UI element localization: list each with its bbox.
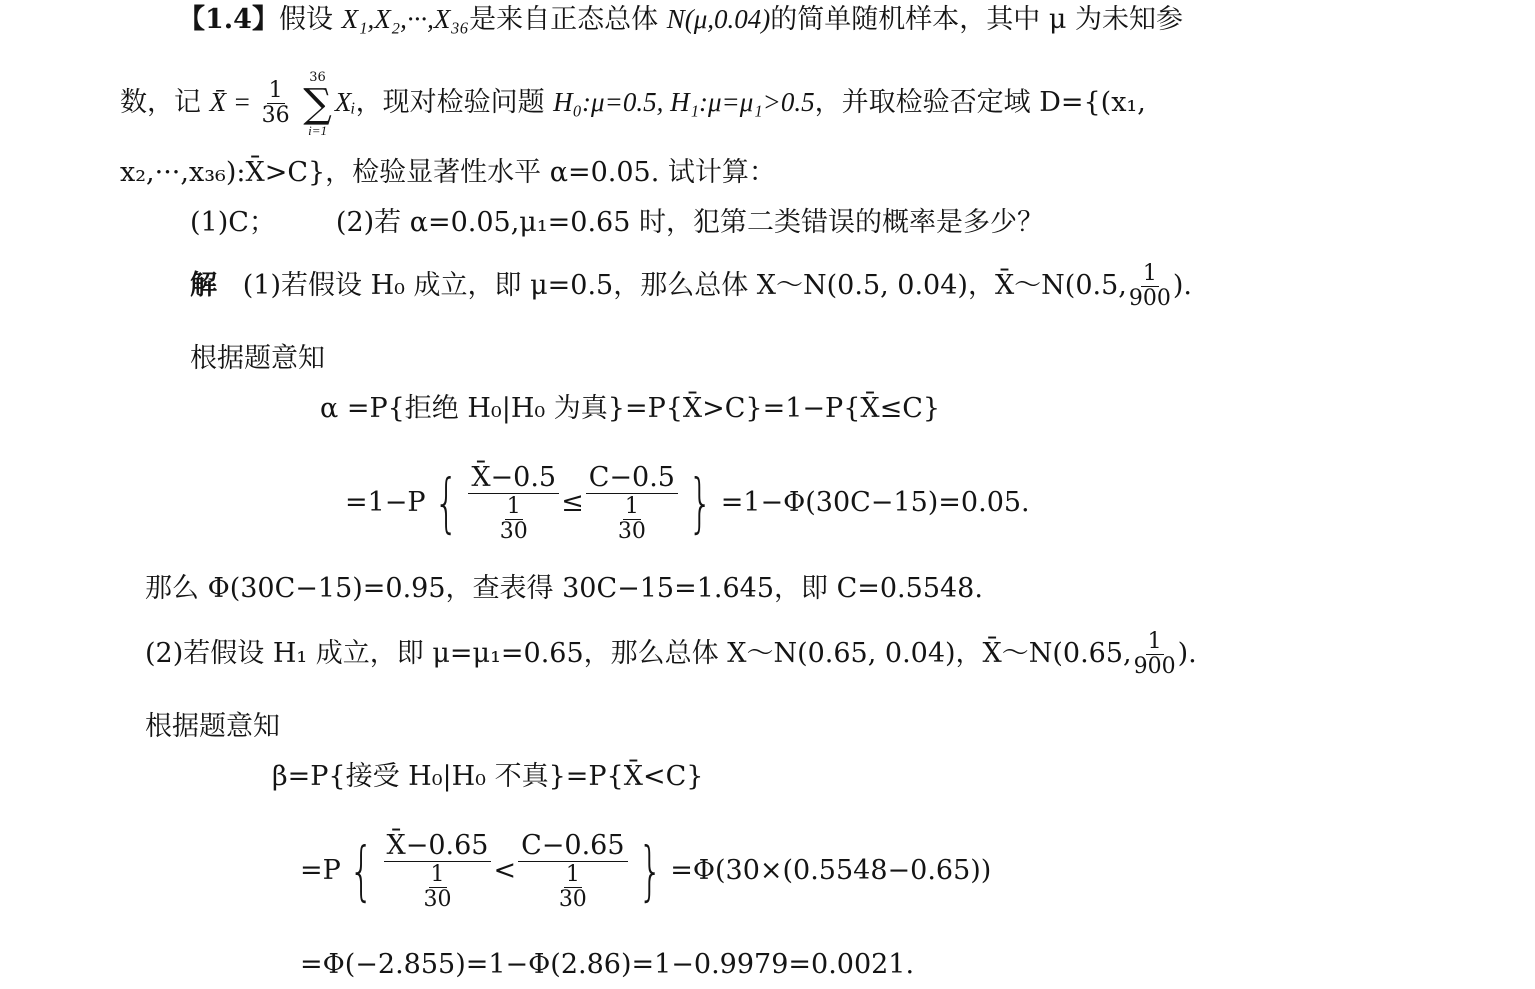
eq2-fraction-right	[586, 464, 678, 543]
problem-line2-start: 数，记	[120, 87, 210, 118]
summation-term: Xᵢ	[334, 87, 356, 117]
eq4-fraction-right	[518, 832, 627, 911]
one-thirtieth-fraction	[422, 864, 454, 911]
one-thirtieth-denominator: 30	[499, 519, 528, 544]
equation-alpha: α =P{拒绝 H₀|H₀ 为真}=P{X̄>C}=1−P{X̄≤C}	[320, 393, 941, 424]
solution-label: 解	[190, 270, 217, 301]
one-thirtieth-numerator: 1	[624, 494, 639, 519]
sample-variables: X₁,X₂,···,X₃₆	[341, 4, 470, 34]
eq4-prefix: =P	[300, 855, 341, 886]
s1-fraction-numerator: 1	[1142, 261, 1157, 286]
question-line	[190, 206, 1044, 240]
solution-line-2	[145, 624, 1197, 684]
one-thirtieth-fraction	[557, 864, 589, 911]
xbar-fraction	[260, 80, 292, 127]
s2-variance-fraction	[1132, 631, 1178, 678]
one-thirtieth-denominator: 30	[558, 887, 587, 912]
problem-line2-mid: ，现对检验问题	[355, 87, 554, 118]
problem-line1-end: 的简单随机样本，其中 μ 为未知参	[770, 4, 1183, 35]
eq4-numerator-left: X̄−0.65	[384, 832, 492, 862]
by-meaning-1: 根据题意知	[190, 343, 325, 374]
one-thirtieth-numerator: 1	[565, 862, 580, 887]
summation-lower: i=1	[308, 122, 327, 138]
eq2-prefix: =1−P	[345, 487, 426, 518]
eq2-denominator-right	[613, 494, 651, 543]
equation-beta: β=P{接受 H₀|H₀ 不真}=P{X̄<C}	[272, 761, 704, 792]
eq2-fraction-left	[468, 464, 559, 543]
by-meaning-2: 根据题意知	[145, 711, 280, 742]
eq2-suffix: =1−Φ(30C−15)=0.05.	[720, 487, 1030, 518]
xbar-definition-lhs: X̄ =	[209, 87, 252, 117]
eq2-numerator-right: C−0.5	[586, 464, 678, 494]
problem-mid: 是来自正态总体	[469, 4, 667, 35]
problem-line-2	[120, 62, 1146, 142]
one-thirtieth-fraction	[616, 496, 648, 543]
right-brace: }	[688, 466, 713, 541]
question-2: (2)若 α=0.05,μ₁=0.65 时，犯第二类错误的概率是多少？	[335, 207, 1044, 238]
xbar-fraction-numerator: 1	[268, 78, 283, 103]
solution-line-1	[190, 256, 1192, 316]
problem-line-3: x₂,···,x₃₆):X̄>C}，检验显著性水平 α=0.05. 试计算：	[120, 157, 776, 188]
summation	[303, 71, 332, 137]
summation-upper: 36	[309, 69, 326, 85]
summation-symbol: ∑	[303, 80, 332, 127]
s1-close: ).	[1172, 270, 1192, 301]
hypotheses: H₀:μ=0.5, H₁:μ=μ₁>0.5	[553, 87, 815, 117]
problem-number: 【1.4】	[178, 4, 279, 35]
eq4-numerator-right: C−0.65	[518, 832, 627, 862]
s1-fraction-denominator: 900	[1128, 286, 1171, 311]
then-line-1: 那么 Φ(30C−15)=0.95，查表得 30C−15=1.645，即 C=0.5548.	[145, 573, 983, 604]
eq2-denominator-left	[495, 494, 533, 543]
eq4-suffix: =Φ(30×(0.5548−0.65))	[670, 855, 992, 886]
s1-variance-fraction	[1127, 263, 1173, 310]
eq4-fraction-left	[384, 832, 492, 911]
eq2-relation: ≤	[561, 487, 584, 518]
left-brace: {	[348, 834, 374, 909]
one-thirtieth-denominator: 30	[423, 887, 452, 912]
problem-intro: 假设	[278, 4, 342, 35]
s2-fraction-denominator: 900	[1133, 654, 1176, 679]
s2-close: ).	[1177, 638, 1197, 669]
eq4-denominator-left	[419, 862, 457, 911]
one-thirtieth-denominator: 30	[617, 519, 646, 544]
problem-line2-end: ，并取检验否定域 D={(x₁,	[814, 87, 1146, 118]
xbar-fraction-denominator: 36	[261, 103, 290, 128]
right-brace: }	[637, 834, 663, 909]
eq2-numerator-left: X̄−0.5	[468, 464, 559, 494]
eq4-denominator-right	[554, 862, 592, 911]
equation-alpha-standardized	[345, 448, 1030, 558]
problem-line-1	[178, 2, 1183, 37]
one-thirtieth-fraction	[498, 496, 530, 543]
left-brace: {	[433, 466, 459, 541]
equation-beta-standardized	[300, 816, 991, 926]
solution-part2-text: (2)若假设 H₁ 成立，即 μ=μ₁=0.65，那么总体 X～N(0.65, 0.04)，X̄～N(0.65,	[145, 638, 1132, 669]
solution-part1-text: (1)若假设 H₀ 成立，即 μ=0.5，那么总体 X～N(0.5, 0.04)，X̄～N(0.5,	[242, 270, 1127, 301]
equation-beta-result: =Φ(−2.855)=1−Φ(2.86)=1−0.9979=0.0021.	[300, 949, 915, 980]
one-thirtieth-numerator: 1	[430, 862, 445, 887]
eq4-relation: <	[493, 855, 517, 886]
population-distribution: N(μ,0.04)	[666, 4, 771, 34]
s2-fraction-numerator: 1	[1147, 629, 1162, 654]
one-thirtieth-numerator: 1	[506, 494, 521, 519]
question-1: (1)C；	[190, 207, 276, 238]
